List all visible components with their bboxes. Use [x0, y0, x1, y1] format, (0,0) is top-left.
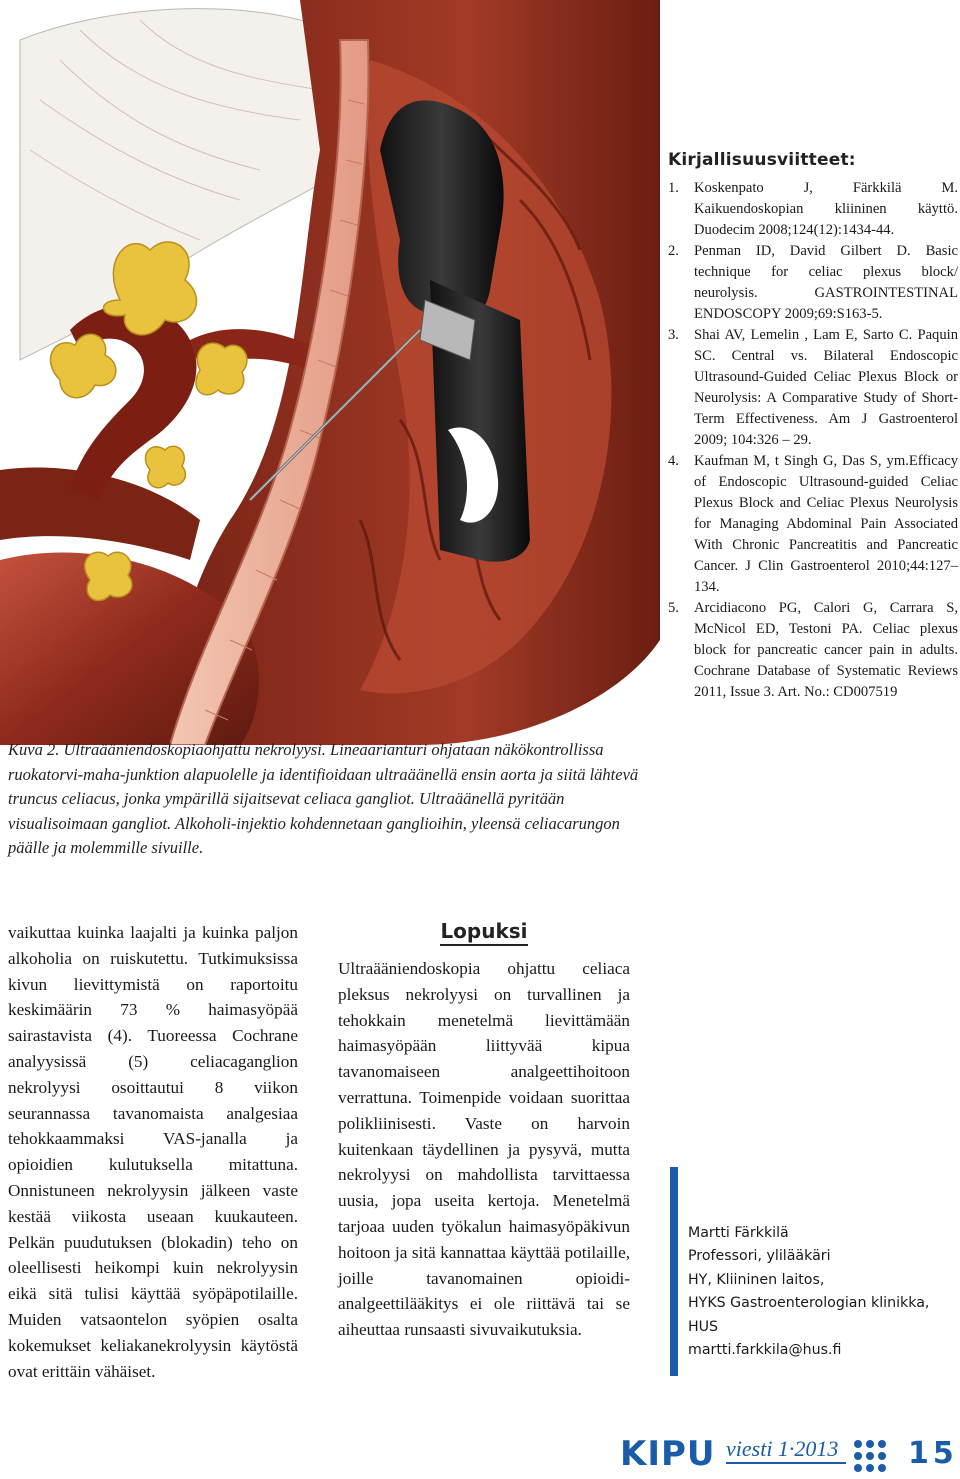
reference-text: Shai AV, Lemelin , Lam E, Sarto C. Paquin SC. Central vs. Bilateral Endoscopic Ultrasound-Guided Celiac Plexus Block or Neurolysis: A Comparative Study of Short-Term Effectiveness. Am J Gastroenterol 2009; 104:326 – 29. [694, 327, 958, 448]
reference-number: 2. [668, 243, 679, 259]
author-email[interactable]: martti.farkkila@hus.fi [688, 1342, 842, 1359]
author-title: Professori, ylilääkäri [688, 1248, 831, 1265]
body-column-middle [338, 916, 630, 1343]
section-heading-text: Lopuksi [440, 919, 527, 946]
page-footer [620, 1434, 960, 1478]
reference-number: 4. [668, 453, 679, 469]
reference-item [668, 451, 958, 598]
reference-number: 3. [668, 327, 679, 343]
journal-issue: viesti 1·2013 [726, 1436, 839, 1461]
caption-text: Ultraääniendoskopiaohjattu nekrolyysi. Lineaarianturi ohjataan näkökontrollissa ruokatorvi-maha-junktion alapuolelle ja identifioidaan ultraäänellä ensin aorta ja siitä lähtevä truncus celiacus, jonka ympärillä sijaitsevat celiaca gangliot. Ultraäänellä pyritään visualisoimaan gangliot. Alkoholi-injektio kohdennetaan ganglioihin, yleensä celiacarungon päälle ja molemmille sivuille. [8, 740, 639, 857]
reference-text: Koskenpato J, Färkkilä M. Kaikuendoskopian kliininen käyttö. Duodecim 2008;124(12):1434-44. [694, 180, 958, 238]
reference-item [668, 598, 958, 703]
author-box [688, 1222, 958, 1362]
reference-item [668, 178, 958, 241]
author-accent-bar [670, 1167, 678, 1376]
page-number: 15 [908, 1436, 958, 1471]
author-affiliation: HYKS Gastroenterologian klinikka, [688, 1295, 930, 1312]
issue-underline [726, 1462, 846, 1464]
references [668, 150, 958, 703]
anatomy-drawing [0, 0, 660, 745]
reference-text: Kaufman M, t Singh G, Das S, ym.Efficacy of Endoscopic Ultrasound-guided Celiac Plexus Block and Celiac Plexus Neurolysis for Managing Abdominal Pain Associated With Chronic Pancreatitis and Pancreatic Cancer. J Clin Gastroenterol 2010;44:127–134. [694, 453, 958, 595]
caption-label: Kuva 2. [8, 740, 60, 759]
reference-text: Penman ID, David Gilbert D. Basic technique for celiac plexus block/ neurolysis. GASTROINTESTINAL ENDOSCOPY 2009;69:S163-5. [694, 243, 958, 322]
journal-logo: KIPU [620, 1434, 716, 1474]
body-paragraph: Ultraääniendoskopia ohjattu celiaca pleksus nekrolyysi on turvallinen ja tehokkain menetelmä lievittämään haimasyöpään liittyvää kipua tavanomaiseen analgeettihoitoon verrattuna. Toimenpide voidaan suorittaa polikliinisesti. Vaste on harvoin kuitenkaan täydellinen ja pysyvä, mutta nekrolyysi on mahdollista tarvittaessa uusia, jopa useita kertoja. Menetelmä tarjoaa uuden työkalun haimasyöpäkivun hoitoon ja sitä kannattaa käyttää potilaille, joille tavanomainen opioidi-analgeettilääkitys ei ole riittävä tai se aiheuttaa runsaasti sivuvaikutuksia. [338, 959, 630, 1340]
author-affiliation: HY, Kliininen laitos, [688, 1271, 825, 1288]
figure-caption [8, 738, 648, 861]
reference-item [668, 241, 958, 325]
author-affiliation: HUS [688, 1318, 719, 1335]
reference-item [668, 325, 958, 451]
dots-decoration-icon [852, 1438, 912, 1474]
reference-text: Arcidiacono PG, Calori G, Carrara S, McNicol ED, Testoni PA. Celiac plexus block for pancreatic cancer pain in adults. Cochrane Database of Systematic Reviews 2011, Issue 3. Art. No.: CD007519 [694, 600, 958, 700]
references-heading: Kirjallisuusviitteet: [668, 150, 856, 170]
body-column-left [8, 920, 298, 1384]
reference-number: 5. [668, 600, 679, 616]
section-heading [338, 916, 630, 946]
body-paragraph: vaikuttaa kuinka laajalti ja kuinka paljon alkoholia on ruiskutettu. Tutkimuksissa kivun lievittymistä on raportoitu keskimäärin 73 % haimasyöpää sairastavista (4). Tuoreessa Cochrane analyysissä (5) celiacaganglion nekrolyysi osoittautui 8 viikon seurannassa tavanomaista analgesiaa tehokkaammaksi VAS-janalla ja opioidien kulutuksella mitattuna. Onnistuneen nekrolyysin jälkeen vaste kestää viikosta useaan kuukauteen. Pelkän puudutuksen (blokadin) teho on oleellisesti heikompi kuin nekrolyysin eikä sitä tulisi käyttää syöpäpotilaille. Muiden vatsaontelon syöpien osalta kokemukset keliakanekrolyysin käytöstä ovat erittäin vähäiset. [8, 923, 298, 1381]
endoscopy-illustration [0, 0, 660, 745]
author-name: Martti Färkkilä [688, 1225, 789, 1241]
reference-number: 1. [668, 180, 679, 196]
